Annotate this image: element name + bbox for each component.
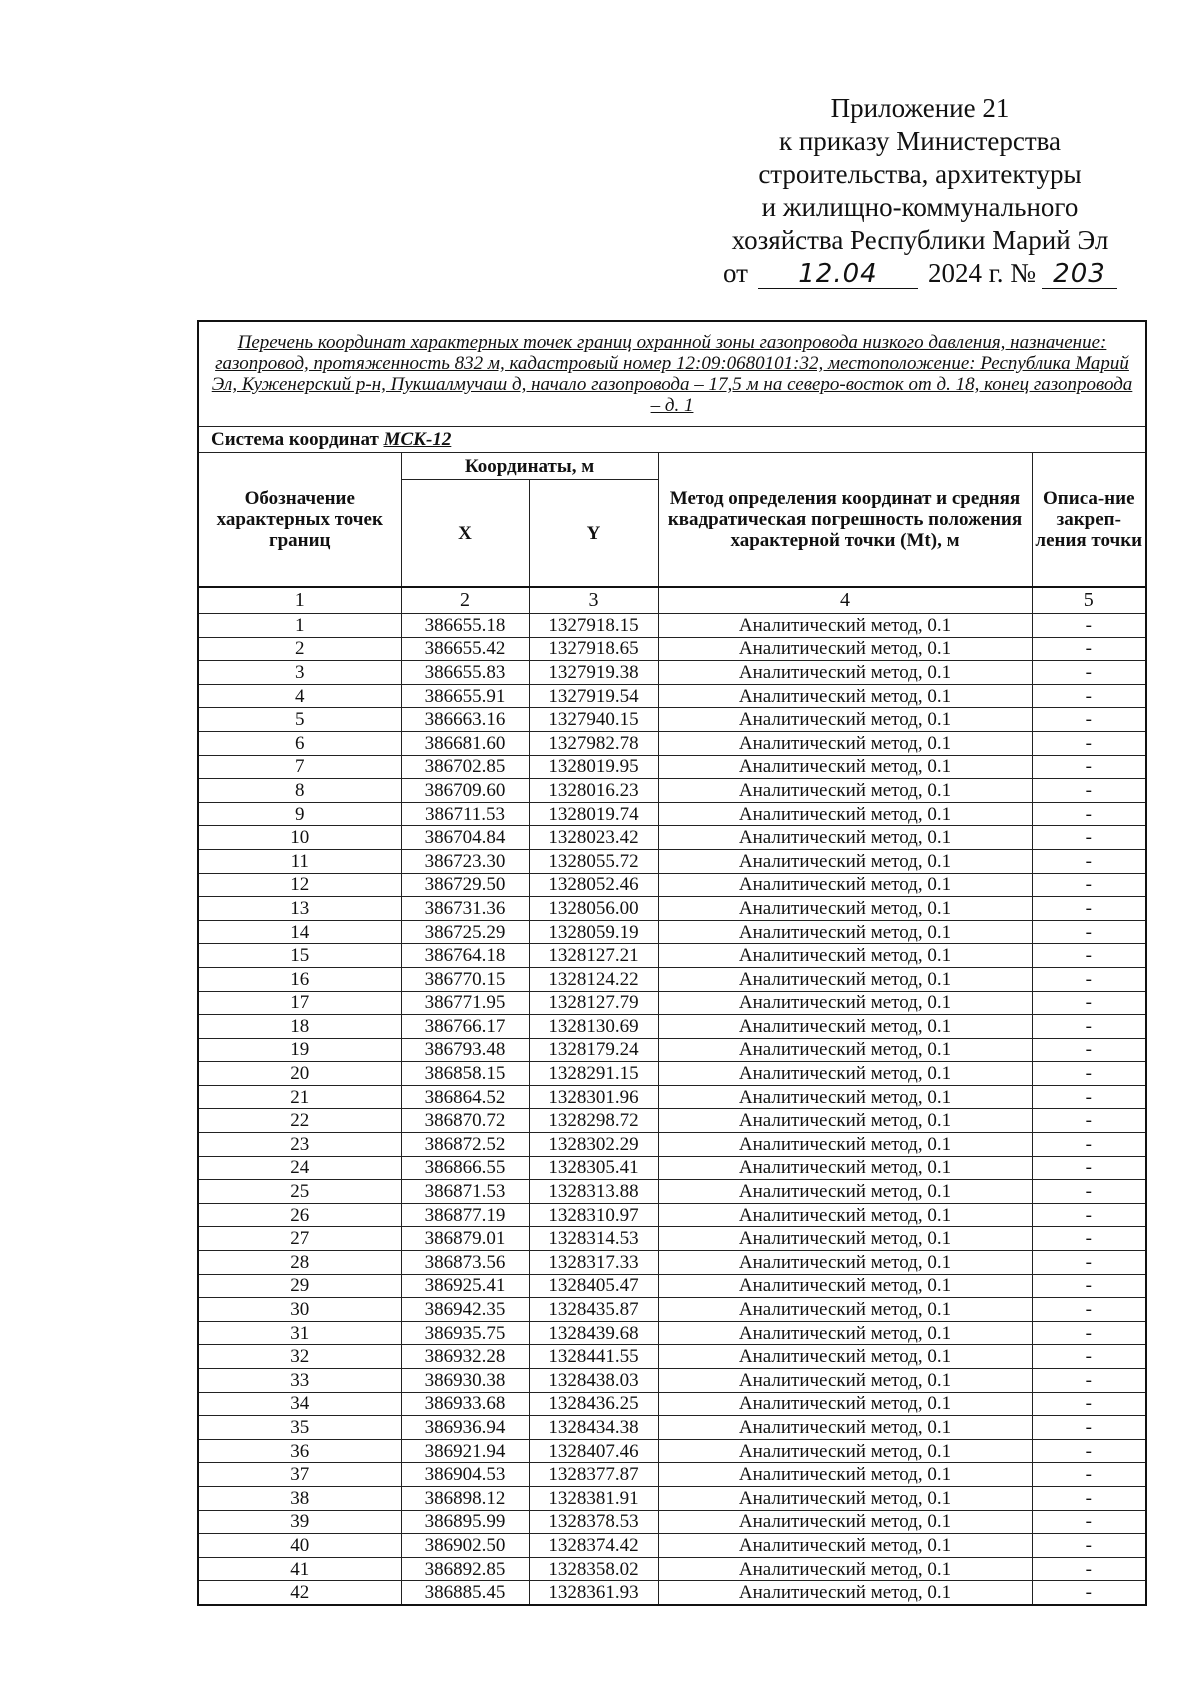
table-row xyxy=(198,731,1146,755)
description-cell: - xyxy=(1032,1369,1146,1393)
y-coordinate-cell: 1328434.38 xyxy=(529,1416,658,1440)
point-number-cell: 36 xyxy=(198,1439,401,1463)
method-cell: Аналитический метод, 0.1 xyxy=(658,1203,1032,1227)
y-coordinate-cell: 1328378.53 xyxy=(529,1510,658,1534)
point-number-cell: 27 xyxy=(198,1227,401,1251)
method-cell: Аналитический метод, 0.1 xyxy=(658,1227,1032,1251)
description-cell: - xyxy=(1032,614,1146,638)
point-number-cell: 41 xyxy=(198,1557,401,1581)
y-coordinate-cell: 1328436.25 xyxy=(529,1392,658,1416)
table-row xyxy=(198,1321,1146,1345)
y-coordinate-cell: 1328374.42 xyxy=(529,1534,658,1558)
x-coordinate-cell: 386942.35 xyxy=(401,1298,529,1322)
method-cell: Аналитический метод, 0.1 xyxy=(658,708,1032,732)
table-row xyxy=(198,1581,1146,1605)
ministry-name-line-2: и жилищно-коммунального xyxy=(761,192,1079,222)
description-cell: - xyxy=(1032,1463,1146,1487)
method-cell: Аналитический метод, 0.1 xyxy=(658,1439,1032,1463)
y-coordinate-cell: 1328059.19 xyxy=(529,920,658,944)
x-coordinate-cell: 386925.41 xyxy=(401,1274,529,1298)
x-coordinate-cell: 386877.19 xyxy=(401,1203,529,1227)
point-number-cell: 33 xyxy=(198,1369,401,1393)
table-row xyxy=(198,1156,1146,1180)
y-coordinate-cell: 1328435.87 xyxy=(529,1298,658,1322)
handwritten-order-number: 203 xyxy=(1042,260,1117,289)
description-cell: - xyxy=(1032,897,1146,921)
x-coordinate-cell: 386731.36 xyxy=(401,897,529,921)
table-row xyxy=(198,873,1146,897)
table-row xyxy=(198,684,1146,708)
description-cell: - xyxy=(1032,1133,1146,1157)
y-coordinate-cell: 1328381.91 xyxy=(529,1486,658,1510)
description-cell: - xyxy=(1032,708,1146,732)
point-number-cell: 31 xyxy=(198,1321,401,1345)
table-row xyxy=(198,1534,1146,1558)
description-cell: - xyxy=(1032,1345,1146,1369)
x-coordinate-cell: 386655.42 xyxy=(401,637,529,661)
point-number-cell: 20 xyxy=(198,1062,401,1086)
x-coordinate-cell: 386885.45 xyxy=(401,1581,529,1605)
x-coordinate-cell: 386864.52 xyxy=(401,1085,529,1109)
x-coordinate-cell: 386655.83 xyxy=(401,661,529,685)
year-label: 2024 г. № xyxy=(927,258,1036,288)
point-number-cell: 17 xyxy=(198,991,401,1015)
point-number-cell: 38 xyxy=(198,1486,401,1510)
description-cell: - xyxy=(1032,944,1146,968)
table-row xyxy=(198,1416,1146,1440)
method-cell: Аналитический метод, 0.1 xyxy=(658,1345,1032,1369)
table-row xyxy=(198,1227,1146,1251)
coordinate-system-label: Система координат xyxy=(211,429,379,450)
point-number-cell: 15 xyxy=(198,944,401,968)
description-cell: - xyxy=(1032,873,1146,897)
table-row xyxy=(198,637,1146,661)
y-coordinate-cell: 1328377.87 xyxy=(529,1463,658,1487)
column-number-row xyxy=(198,587,1146,614)
table-row xyxy=(198,1062,1146,1086)
method-cell: Аналитический метод, 0.1 xyxy=(658,849,1032,873)
x-coordinate-cell: 386895.99 xyxy=(401,1510,529,1534)
column-number: 2 xyxy=(401,587,529,614)
description-cell: - xyxy=(1032,1392,1146,1416)
method-cell: Аналитический метод, 0.1 xyxy=(658,897,1032,921)
description-cell: - xyxy=(1032,779,1146,803)
description-cell: - xyxy=(1032,1085,1146,1109)
description-cell: - xyxy=(1032,849,1146,873)
point-number-cell: 24 xyxy=(198,1156,401,1180)
point-number-cell: 39 xyxy=(198,1510,401,1534)
x-coordinate-cell: 386729.50 xyxy=(401,873,529,897)
method-cell: Аналитический метод, 0.1 xyxy=(658,1534,1032,1558)
y-coordinate-cell: 1328056.00 xyxy=(529,897,658,921)
table-row xyxy=(198,1510,1146,1534)
method-cell: Аналитический метод, 0.1 xyxy=(658,991,1032,1015)
point-number-cell: 23 xyxy=(198,1133,401,1157)
description-cell: - xyxy=(1032,1581,1146,1605)
point-number-cell: 26 xyxy=(198,1203,401,1227)
table-row xyxy=(198,1180,1146,1204)
x-coordinate-cell: 386870.72 xyxy=(401,1109,529,1133)
point-number-cell: 5 xyxy=(198,708,401,732)
point-number-cell: 37 xyxy=(198,1463,401,1487)
table-row xyxy=(198,849,1146,873)
table-row xyxy=(198,779,1146,803)
x-coordinate-cell: 386921.94 xyxy=(401,1439,529,1463)
y-coordinate-cell: 1327982.78 xyxy=(529,731,658,755)
x-coordinate-cell: 386655.18 xyxy=(401,614,529,638)
method-cell: Аналитический метод, 0.1 xyxy=(658,1369,1032,1393)
description-cell: - xyxy=(1032,1534,1146,1558)
x-coordinate-cell: 386873.56 xyxy=(401,1251,529,1275)
point-number-cell: 7 xyxy=(198,755,401,779)
order-reference: к приказу Министерства xyxy=(778,126,1062,156)
y-coordinate-cell: 1328016.23 xyxy=(529,779,658,803)
y-coordinate-cell: 1328441.55 xyxy=(529,1345,658,1369)
y-coordinate-cell: 1328438.03 xyxy=(529,1369,658,1393)
y-coordinate-cell: 1328310.97 xyxy=(529,1203,658,1227)
description-cell: - xyxy=(1032,1321,1146,1345)
method-cell: Аналитический метод, 0.1 xyxy=(658,637,1032,661)
method-cell: Аналитический метод, 0.1 xyxy=(658,873,1032,897)
header-point-designation: Обозначение характерных точек границ xyxy=(198,453,401,588)
method-cell: Аналитический метод, 0.1 xyxy=(658,1062,1032,1086)
y-coordinate-cell: 1328302.29 xyxy=(529,1133,658,1157)
point-number-cell: 4 xyxy=(198,684,401,708)
method-cell: Аналитический метод, 0.1 xyxy=(658,1274,1032,1298)
method-cell: Аналитический метод, 0.1 xyxy=(658,967,1032,991)
y-coordinate-cell: 1328361.93 xyxy=(529,1581,658,1605)
x-coordinate-cell: 386898.12 xyxy=(401,1486,529,1510)
order-date-line xyxy=(700,257,1140,290)
y-coordinate-cell: 1327918.65 xyxy=(529,637,658,661)
table-row xyxy=(198,1298,1146,1322)
point-number-cell: 11 xyxy=(198,849,401,873)
y-coordinate-cell: 1328314.53 xyxy=(529,1227,658,1251)
description-cell: - xyxy=(1032,1227,1146,1251)
x-coordinate-cell: 386935.75 xyxy=(401,1321,529,1345)
appendix-title: Приложение 21 xyxy=(830,93,1010,123)
method-cell: Аналитический метод, 0.1 xyxy=(658,1038,1032,1062)
y-coordinate-cell: 1328127.79 xyxy=(529,991,658,1015)
method-cell: Аналитический метод, 0.1 xyxy=(658,1109,1032,1133)
x-coordinate-cell: 386711.53 xyxy=(401,802,529,826)
description-cell: - xyxy=(1032,1486,1146,1510)
method-cell: Аналитический метод, 0.1 xyxy=(658,1416,1032,1440)
table-row xyxy=(198,826,1146,850)
method-cell: Аналитический метод, 0.1 xyxy=(658,1392,1032,1416)
description-cell: - xyxy=(1032,1298,1146,1322)
header-description: Описа-ние закреп-ления точки xyxy=(1032,453,1146,588)
description-cell: - xyxy=(1032,826,1146,850)
point-number-cell: 2 xyxy=(198,637,401,661)
table-row xyxy=(198,944,1146,968)
x-coordinate-cell: 386871.53 xyxy=(401,1180,529,1204)
table-row xyxy=(198,661,1146,685)
column-number: 3 xyxy=(529,587,658,614)
point-number-cell: 13 xyxy=(198,897,401,921)
method-cell: Аналитический метод, 0.1 xyxy=(658,920,1032,944)
x-coordinate-cell: 386725.29 xyxy=(401,920,529,944)
method-cell: Аналитический метод, 0.1 xyxy=(658,614,1032,638)
x-coordinate-cell: 386904.53 xyxy=(401,1463,529,1487)
point-number-cell: 42 xyxy=(198,1581,401,1605)
header-method: Метод определения координат и средняя квадратическая погрешность положения характерной точки (Mt), м xyxy=(658,453,1032,588)
method-cell: Аналитический метод, 0.1 xyxy=(658,1510,1032,1534)
handwritten-date: 12.04 xyxy=(758,260,918,289)
column-number: 5 xyxy=(1032,587,1146,614)
point-number-cell: 8 xyxy=(198,779,401,803)
method-cell: Аналитический метод, 0.1 xyxy=(658,731,1032,755)
description-cell: - xyxy=(1032,1109,1146,1133)
x-coordinate-cell: 386681.60 xyxy=(401,731,529,755)
point-number-cell: 29 xyxy=(198,1274,401,1298)
y-coordinate-cell: 1328023.42 xyxy=(529,826,658,850)
table-row xyxy=(198,897,1146,921)
x-coordinate-cell: 386858.15 xyxy=(401,1062,529,1086)
header-y: Y xyxy=(529,480,658,588)
x-coordinate-cell: 386663.16 xyxy=(401,708,529,732)
column-number: 1 xyxy=(198,587,401,614)
point-number-cell: 34 xyxy=(198,1392,401,1416)
method-cell: Аналитический метод, 0.1 xyxy=(658,1298,1032,1322)
method-cell: Аналитический метод, 0.1 xyxy=(658,1581,1032,1605)
header-x: X xyxy=(401,480,529,588)
point-number-cell: 25 xyxy=(198,1180,401,1204)
point-number-cell: 21 xyxy=(198,1085,401,1109)
x-coordinate-cell: 386902.50 xyxy=(401,1534,529,1558)
y-coordinate-cell: 1328124.22 xyxy=(529,967,658,991)
description-cell: - xyxy=(1032,755,1146,779)
y-coordinate-cell: 1328291.15 xyxy=(529,1062,658,1086)
date-prefix: от xyxy=(723,258,748,288)
x-coordinate-cell: 386770.15 xyxy=(401,967,529,991)
header-coordinates: Координаты, м xyxy=(401,453,658,480)
x-coordinate-cell: 386866.55 xyxy=(401,1156,529,1180)
point-number-cell: 6 xyxy=(198,731,401,755)
y-coordinate-cell: 1328407.46 xyxy=(529,1439,658,1463)
method-cell: Аналитический метод, 0.1 xyxy=(658,1133,1032,1157)
table-title: Перечень координат характерных точек границ охранной зоны газопровода низкого давления, назначение: газопровод, протяженность 832 м, кадастровый номер 12:09:0680101:32, местоположение: Республика Марий Эл, Куженерский р-н, Пукшалмучаш д, начало газопровода – 17,5 м на северо-восток от д. 18, конец газопровода – д. 1 xyxy=(198,321,1146,427)
method-cell: Аналитический метод, 0.1 xyxy=(658,1463,1032,1487)
table-row xyxy=(198,802,1146,826)
description-cell: - xyxy=(1032,1062,1146,1086)
description-cell: - xyxy=(1032,1439,1146,1463)
point-number-cell: 19 xyxy=(198,1038,401,1062)
table-row xyxy=(198,1557,1146,1581)
method-cell: Аналитический метод, 0.1 xyxy=(658,1486,1032,1510)
description-cell: - xyxy=(1032,1156,1146,1180)
description-cell: - xyxy=(1032,1274,1146,1298)
description-cell: - xyxy=(1032,731,1146,755)
table-row xyxy=(198,614,1146,638)
point-number-cell: 1 xyxy=(198,614,401,638)
description-cell: - xyxy=(1032,637,1146,661)
point-number-cell: 3 xyxy=(198,661,401,685)
x-coordinate-cell: 386723.30 xyxy=(401,849,529,873)
point-number-cell: 10 xyxy=(198,826,401,850)
method-cell: Аналитический метод, 0.1 xyxy=(658,1180,1032,1204)
method-cell: Аналитический метод, 0.1 xyxy=(658,1557,1032,1581)
method-cell: Аналитический метод, 0.1 xyxy=(658,1156,1032,1180)
appendix-header xyxy=(700,92,1140,290)
y-coordinate-cell: 1328130.69 xyxy=(529,1015,658,1039)
y-coordinate-cell: 1327918.15 xyxy=(529,614,658,638)
description-cell: - xyxy=(1032,1203,1146,1227)
table-row xyxy=(198,1439,1146,1463)
point-number-cell: 35 xyxy=(198,1416,401,1440)
description-cell: - xyxy=(1032,1038,1146,1062)
table-row xyxy=(198,991,1146,1015)
x-coordinate-cell: 386930.38 xyxy=(401,1369,529,1393)
x-coordinate-cell: 386892.85 xyxy=(401,1557,529,1581)
y-coordinate-cell: 1328358.02 xyxy=(529,1557,658,1581)
method-cell: Аналитический метод, 0.1 xyxy=(658,802,1032,826)
x-coordinate-cell: 386932.28 xyxy=(401,1345,529,1369)
x-coordinate-cell: 386872.52 xyxy=(401,1133,529,1157)
point-number-cell: 18 xyxy=(198,1015,401,1039)
table-row xyxy=(198,1038,1146,1062)
x-coordinate-cell: 386766.17 xyxy=(401,1015,529,1039)
y-coordinate-cell: 1328439.68 xyxy=(529,1321,658,1345)
coordinate-system-value: МСК-12 xyxy=(383,429,452,450)
point-number-cell: 30 xyxy=(198,1298,401,1322)
table-row xyxy=(198,755,1146,779)
table-row xyxy=(198,708,1146,732)
table-row xyxy=(198,1015,1146,1039)
y-coordinate-cell: 1328019.74 xyxy=(529,802,658,826)
y-coordinate-cell: 1328019.95 xyxy=(529,755,658,779)
x-coordinate-cell: 386936.94 xyxy=(401,1416,529,1440)
table-row xyxy=(198,1486,1146,1510)
ministry-name-line-3: хозяйства Республики Марий Эл xyxy=(731,225,1109,255)
point-number-cell: 14 xyxy=(198,920,401,944)
method-cell: Аналитический метод, 0.1 xyxy=(658,1085,1032,1109)
point-number-cell: 16 xyxy=(198,967,401,991)
method-cell: Аналитический метод, 0.1 xyxy=(658,661,1032,685)
y-coordinate-cell: 1328301.96 xyxy=(529,1085,658,1109)
table-row xyxy=(198,1463,1146,1487)
description-cell: - xyxy=(1032,1180,1146,1204)
table-row xyxy=(198,1133,1146,1157)
ministry-name-line-1: строительства, архитектуры xyxy=(758,159,1082,189)
x-coordinate-cell: 386764.18 xyxy=(401,944,529,968)
point-number-cell: 32 xyxy=(198,1345,401,1369)
x-coordinate-cell: 386771.95 xyxy=(401,991,529,1015)
description-cell: - xyxy=(1032,1416,1146,1440)
table-row xyxy=(198,1251,1146,1275)
table-row xyxy=(198,1203,1146,1227)
coordinates-table xyxy=(197,320,1147,1606)
x-coordinate-cell: 386793.48 xyxy=(401,1038,529,1062)
y-coordinate-cell: 1328127.21 xyxy=(529,944,658,968)
y-coordinate-cell: 1328052.46 xyxy=(529,873,658,897)
description-cell: - xyxy=(1032,661,1146,685)
point-number-cell: 28 xyxy=(198,1251,401,1275)
y-coordinate-cell: 1328055.72 xyxy=(529,849,658,873)
table-row xyxy=(198,1392,1146,1416)
x-coordinate-cell: 386879.01 xyxy=(401,1227,529,1251)
point-number-cell: 12 xyxy=(198,873,401,897)
point-number-cell: 40 xyxy=(198,1534,401,1558)
description-cell: - xyxy=(1032,1510,1146,1534)
method-cell: Аналитический метод, 0.1 xyxy=(658,1251,1032,1275)
point-number-cell: 9 xyxy=(198,802,401,826)
table-row xyxy=(198,1274,1146,1298)
y-coordinate-cell: 1328317.33 xyxy=(529,1251,658,1275)
coordinate-system xyxy=(198,427,1146,453)
description-cell: - xyxy=(1032,991,1146,1015)
method-cell: Аналитический метод, 0.1 xyxy=(658,1015,1032,1039)
y-coordinate-cell: 1328305.41 xyxy=(529,1156,658,1180)
y-coordinate-cell: 1327919.38 xyxy=(529,661,658,685)
x-coordinate-cell: 386704.84 xyxy=(401,826,529,850)
method-cell: Аналитический метод, 0.1 xyxy=(658,755,1032,779)
x-coordinate-cell: 386702.85 xyxy=(401,755,529,779)
table-row xyxy=(198,1369,1146,1393)
y-coordinate-cell: 1328298.72 xyxy=(529,1109,658,1133)
method-cell: Аналитический метод, 0.1 xyxy=(658,944,1032,968)
y-coordinate-cell: 1328313.88 xyxy=(529,1180,658,1204)
method-cell: Аналитический метод, 0.1 xyxy=(658,1321,1032,1345)
description-cell: - xyxy=(1032,967,1146,991)
y-coordinate-cell: 1327919.54 xyxy=(529,684,658,708)
table-row xyxy=(198,1109,1146,1133)
method-cell: Аналитический метод, 0.1 xyxy=(658,684,1032,708)
table-row xyxy=(198,1085,1146,1109)
x-coordinate-cell: 386655.91 xyxy=(401,684,529,708)
column-number: 4 xyxy=(658,587,1032,614)
point-number-cell: 22 xyxy=(198,1109,401,1133)
method-cell: Аналитический метод, 0.1 xyxy=(658,779,1032,803)
y-coordinate-cell: 1328405.47 xyxy=(529,1274,658,1298)
y-coordinate-cell: 1328179.24 xyxy=(529,1038,658,1062)
table-row xyxy=(198,920,1146,944)
x-coordinate-cell: 386933.68 xyxy=(401,1392,529,1416)
table-row xyxy=(198,1345,1146,1369)
x-coordinate-cell: 386709.60 xyxy=(401,779,529,803)
method-cell: Аналитический метод, 0.1 xyxy=(658,826,1032,850)
table-row xyxy=(198,967,1146,991)
description-cell: - xyxy=(1032,684,1146,708)
description-cell: - xyxy=(1032,802,1146,826)
y-coordinate-cell: 1327940.15 xyxy=(529,708,658,732)
description-cell: - xyxy=(1032,1015,1146,1039)
description-cell: - xyxy=(1032,1251,1146,1275)
description-cell: - xyxy=(1032,920,1146,944)
description-cell: - xyxy=(1032,1557,1146,1581)
